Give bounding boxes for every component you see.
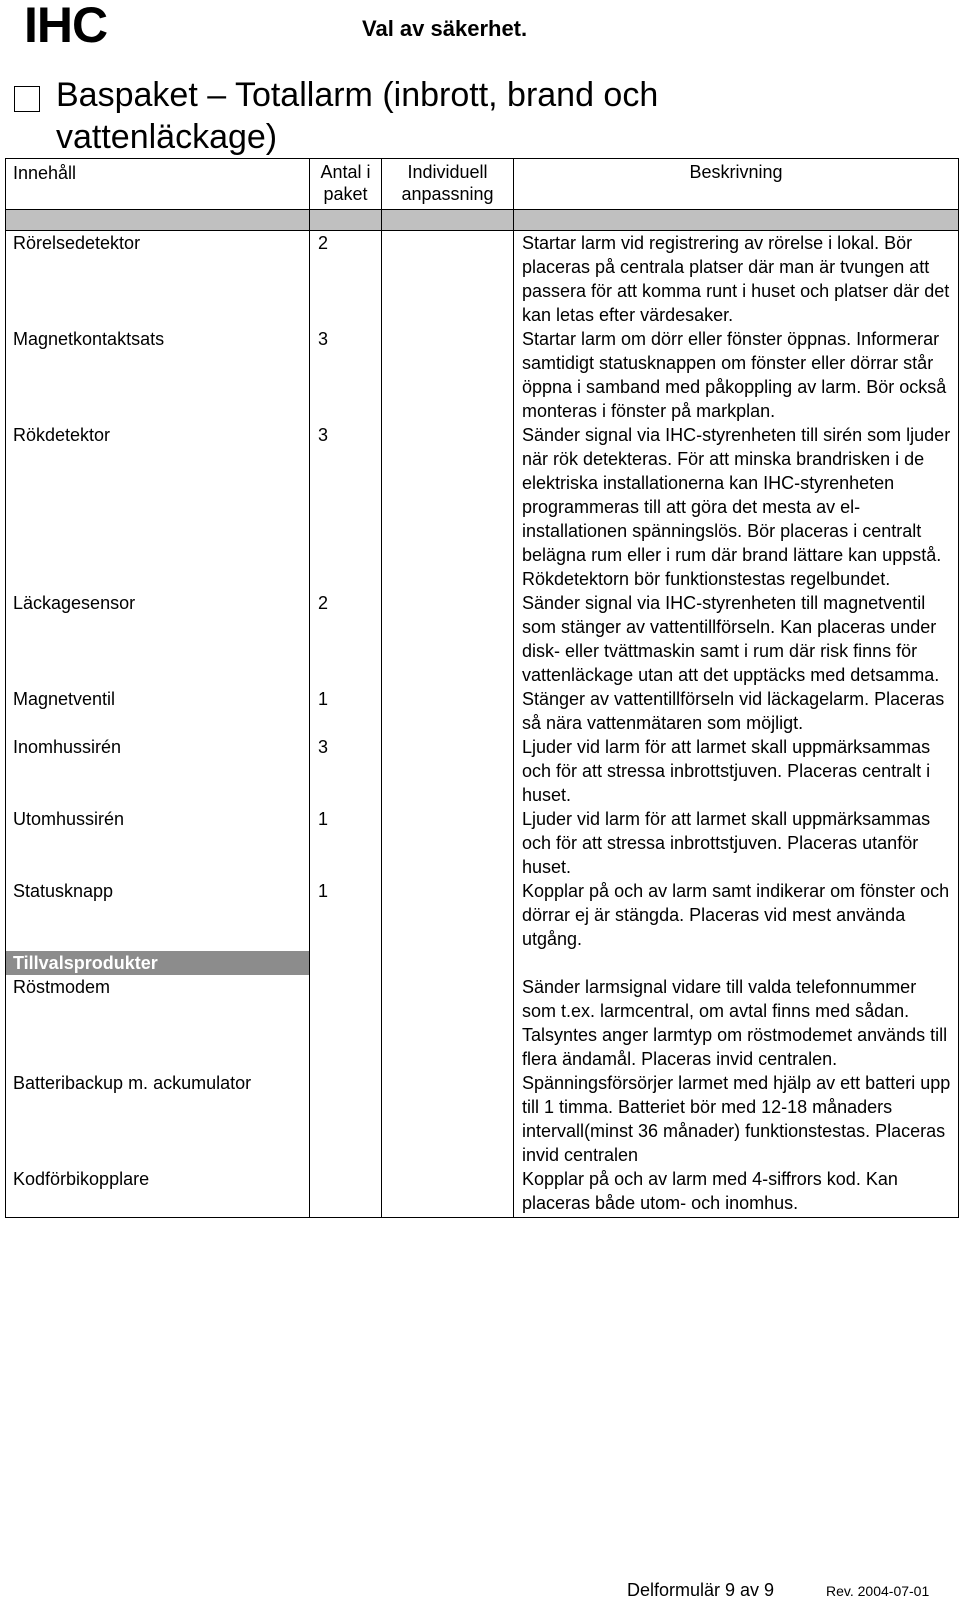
product-description: Ljuder vid larm för att larmet skall uppmärksammas och för att stressa inbrottstjuven. Placeras utanför huset.: [514, 807, 959, 879]
table-row: [6, 879, 959, 951]
product-quantity: 1: [310, 879, 382, 951]
product-name: Utomhussirén: [6, 807, 310, 879]
product-description: Startar larm vid registrering av rörelse i lokal. Bör placeras på centrala platser där man är tvungen att passera för att komma runt i huset och platser där det kan letas efter värdesaker.: [514, 231, 959, 328]
column-header-content: Innehåll: [6, 159, 310, 210]
custom-adjustment-cell[interactable]: [382, 1167, 514, 1218]
product-quantity: 3: [310, 327, 382, 423]
product-description: Kopplar på och av larm med 4-siffrors kod. Kan placeras både utom- och inomhus.: [514, 1167, 959, 1218]
column-header-description: Beskrivning: [514, 159, 959, 210]
table-row: [6, 807, 959, 879]
product-description: Stänger av vattentillförseln vid läckagelarm. Placeras så nära vattenmätaren som möjligt.: [514, 687, 959, 735]
product-description: Startar larm om dörr eller fönster öppnas. Informerar samtidigt statusknappen om fönster eller dörrar står öppna i samband med påkoppling av larm. Bör också monteras i fönster på markplan.: [514, 327, 959, 423]
table-body: [6, 231, 959, 1218]
table-row: [6, 687, 959, 735]
product-description: Sänder signal via IHC-styrenheten till sirén som ljuder när rök detekteras. För att minska brandrisken i de elektriska installationerna kan IHC-styrenheten programmeras till att göra det mesta av el-installationen spänningslös. Bör placeras i centralt belägna rum eller i rum där brand lättare kan uppstå. Rökdetektorn bör funktionstestas regelbundet.: [514, 423, 959, 591]
table-row: [6, 327, 959, 423]
product-name: Batteribackup m. ackumulator: [6, 1071, 310, 1167]
product-description: Spänningsförsörjer larmet med hjälp av ett batteri upp till 1 timma. Batteriet bör med 12-18 månaders intervall(minst 36 månader) funktionstestas. Placeras invid centralen: [514, 1071, 959, 1167]
addon-section-empty-cell: [514, 951, 959, 975]
product-name: Röstmodem: [6, 975, 310, 1071]
package-checkbox[interactable]: [14, 86, 40, 112]
product-description: Ljuder vid larm för att larmet skall uppmärksammas och för att stressa inbrottstjuven. Placeras centralt i huset.: [514, 735, 959, 807]
custom-adjustment-cell[interactable]: [382, 591, 514, 687]
form-page-indicator: Delformulär 9 av 9: [627, 1580, 775, 1600]
table-row: [6, 591, 959, 687]
product-description: Sänder signal via IHC-styrenheten till magnetventil som stänger av vattentillförseln. Kan placeras under disk- eller tvättmaskin samt i rum där risk finns för vattenläckage utan att det upptäcks med detsamma.: [514, 591, 959, 687]
product-quantity: 3: [310, 423, 382, 591]
product-name: Rörelsedetektor: [6, 231, 310, 328]
addon-section-empty-cell: [382, 951, 514, 975]
product-quantity: [310, 1167, 382, 1218]
product-table: [5, 158, 959, 1218]
custom-adjustment-cell[interactable]: [382, 327, 514, 423]
product-name: Rökdetektor: [6, 423, 310, 591]
product-quantity: 2: [310, 591, 382, 687]
custom-adjustment-cell[interactable]: [382, 231, 514, 328]
product-quantity: 1: [310, 807, 382, 879]
custom-adjustment-cell[interactable]: [382, 423, 514, 591]
product-name: Magnetkontaktsats: [6, 327, 310, 423]
table-header-row: [6, 159, 959, 210]
product-name: Inomhussirén: [6, 735, 310, 807]
product-quantity: 3: [310, 735, 382, 807]
package-title: Baspaket – Totallarm (inbrott, brand och vattenläckage): [56, 76, 659, 156]
addon-section-label: Tillvalsprodukter: [6, 951, 310, 975]
product-quantity: [310, 975, 382, 1071]
header-divider-row: [6, 210, 959, 231]
column-header-custom: Individuell anpassning: [382, 159, 514, 210]
table-row: [6, 975, 959, 1071]
revision-date: Rev. 2004-07-01: [826, 1583, 930, 1599]
addon-section-empty-cell: [310, 951, 382, 975]
custom-adjustment-cell[interactable]: [382, 687, 514, 735]
product-name: Läckagesensor: [6, 591, 310, 687]
company-logo: IHC: [24, 0, 108, 53]
tagline: Val av säkerhet.: [362, 16, 528, 41]
table-row: [6, 735, 959, 807]
product-quantity: 2: [310, 231, 382, 328]
addon-section-row: [6, 951, 959, 975]
custom-adjustment-cell[interactable]: [382, 735, 514, 807]
column-header-quantity: Antal i paket: [310, 159, 382, 210]
product-quantity: 1: [310, 687, 382, 735]
product-quantity: [310, 1071, 382, 1167]
product-description: Kopplar på och av larm samt indikerar om fönster och dörrar ej är stängda. Placeras vid mest använda utgång.: [514, 879, 959, 951]
custom-adjustment-cell[interactable]: [382, 879, 514, 951]
table-row: [6, 423, 959, 591]
product-description: Sänder larmsignal vidare till valda telefonnummer som t.ex. larmcentral, om avtal finns med sådan. Talsyntes anger larmtyp om röstmodemet används till flera ändamål. Placeras invid centralen.: [514, 975, 959, 1071]
product-name: Statusknapp: [6, 879, 310, 951]
custom-adjustment-cell[interactable]: [382, 975, 514, 1071]
product-name: Magnetventil: [6, 687, 310, 735]
product-name: Kodförbikopplare: [6, 1167, 310, 1218]
table-row: [6, 1167, 959, 1218]
custom-adjustment-cell[interactable]: [382, 807, 514, 879]
table-row: [6, 1071, 959, 1167]
table-row: [6, 231, 959, 328]
custom-adjustment-cell[interactable]: [382, 1071, 514, 1167]
